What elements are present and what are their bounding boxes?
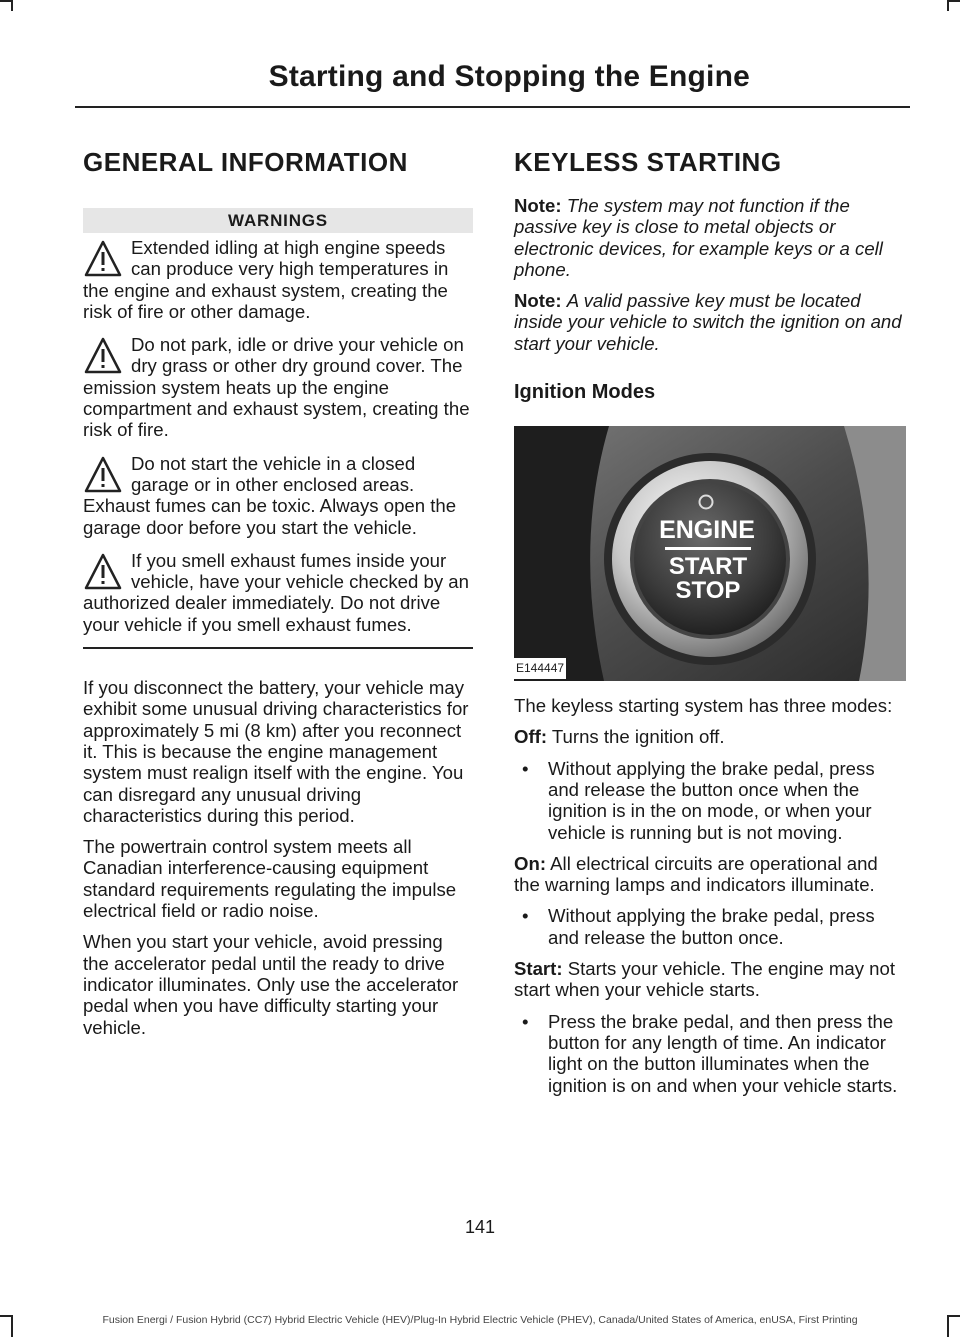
- warning-item: [83, 237, 473, 322]
- crop-mark: [11, 0, 13, 11]
- mode-label: Off:: [514, 726, 548, 748]
- list-item: • Without applying the brake pedal, press and release the button once.: [514, 905, 906, 948]
- paragraph: The powertrain control system meets all Canadian interference-causing equipment standard requirements regulating the impulse electrical field or radio noise.: [83, 836, 457, 922]
- page-footer: Fusion Energi / Fusion Hybrid (CC7) Hybrid Electric Vehicle (HEV)/Plug-In Hybrid Electric Vehicle (PHEV), Canada/United States of America, enUSA, First Printing: [102, 1314, 858, 1326]
- general-information-heading: GENERAL INFORMATION: [83, 147, 408, 177]
- paragraph: When you start your vehicle, avoid pressing the accelerator pedal until the ready to drive indicator illuminates. Only use the accelerator pedal when you have difficulty starting your vehicle.: [83, 931, 459, 1038]
- button-label-stop: STOP: [675, 577, 741, 605]
- list-item: • Without applying the brake pedal, press and release the button once when the ignition is in the on mode, or when your vehicle is running but is not moving.: [514, 758, 906, 843]
- warning-text: Extended idling at high engine speeds can produce very high temperatures in the engine and exhaust system, creating the risk of fire or other damage.: [83, 237, 449, 322]
- note: [514, 195, 906, 280]
- mode-text: Turns the ignition off.: [551, 726, 725, 748]
- mode-text: Starts your vehicle. The engine may not start when your vehicle starts.: [514, 958, 896, 1001]
- crop-mark: [949, 0, 960, 2]
- mode-text: All electrical circuits are operational and the warning lamps and indicators illuminate.: [514, 852, 878, 896]
- button-label-engine: ENGINE: [659, 516, 755, 545]
- mode-start: [514, 958, 906, 1001]
- mode-label: Start:: [514, 958, 563, 980]
- list-item: • Press the brake pedal, and then press the button for any length of time. An indicator light on the button illuminates when the ignition is on and when your vehicle starts.: [514, 1011, 906, 1096]
- mode-on: [514, 853, 906, 896]
- mode-label: On:: [514, 852, 547, 874]
- warning-item: [83, 453, 473, 538]
- warning-triangle-icon: [83, 552, 123, 592]
- crop-mark: [0, 0, 11, 2]
- engine-start-stop-button-figure: [514, 426, 906, 681]
- paragraph: If you disconnect the battery, your vehicle may exhibit some unusual driving characteristics for approximately 5 mi (8 km) after you reconnect it. This is because the engine management system must realign itself with the engine. You can disregard any unusual driving characteristics during this period.: [83, 677, 469, 826]
- warning-item: [83, 550, 473, 635]
- warning-triangle-icon: [83, 455, 123, 495]
- bullet-list: [514, 1011, 906, 1096]
- warning-text: If you smell exhaust fumes inside your vehicle, have your vehicle checked by an authorized dealer immediately. Do not drive your vehicle if you smell exhaust fumes.: [83, 549, 469, 635]
- warning-triangle-icon: [83, 239, 123, 279]
- warning-triangle-icon: [83, 336, 123, 376]
- bullet-list: [514, 905, 906, 948]
- left-column: [83, 145, 473, 1048]
- button-label-start: START: [668, 553, 748, 581]
- keyless-starting-heading: KEYLESS STARTING: [514, 147, 782, 177]
- note-text: The system may not function if the passive key is close to metal objects or electronic devices, for example keys or a cell phone.: [514, 195, 883, 280]
- right-column: [514, 145, 906, 1106]
- warning-text: Do not park, idle or drive your vehicle on dry grass or other dry ground cover. The emission system heats up the engine compartment and exhaust system, creating the risk of fire.: [83, 334, 470, 441]
- note-label: Note:: [514, 290, 562, 312]
- bullet-list: [514, 758, 906, 843]
- warnings-heading: WARNINGS: [83, 208, 473, 233]
- note: [514, 290, 906, 354]
- figure-code: E144447: [514, 658, 566, 679]
- page-title: Starting and Stopping the Engine: [268, 60, 750, 93]
- modes-intro: The keyless starting system has three modes:: [514, 695, 893, 717]
- note-text: A valid passive key must be located inside your vehicle to switch the ignition on and start your vehicle.: [514, 290, 902, 354]
- page-number: 141: [464, 1217, 496, 1237]
- start-stop-button-illustration: [514, 426, 906, 681]
- warning-text: Do not start the vehicle in a closed garage or in other enclosed areas. Exhaust fumes can be toxic. Always open the garage door before you start the vehicle.: [83, 452, 457, 538]
- mode-off: [514, 726, 906, 747]
- page-header: [75, 60, 910, 108]
- warning-item: [83, 334, 473, 440]
- note-label: Note:: [514, 195, 562, 216]
- warnings-divider: [83, 647, 473, 649]
- crop-mark: [947, 0, 949, 11]
- ignition-modes-heading: Ignition Modes: [514, 381, 656, 404]
